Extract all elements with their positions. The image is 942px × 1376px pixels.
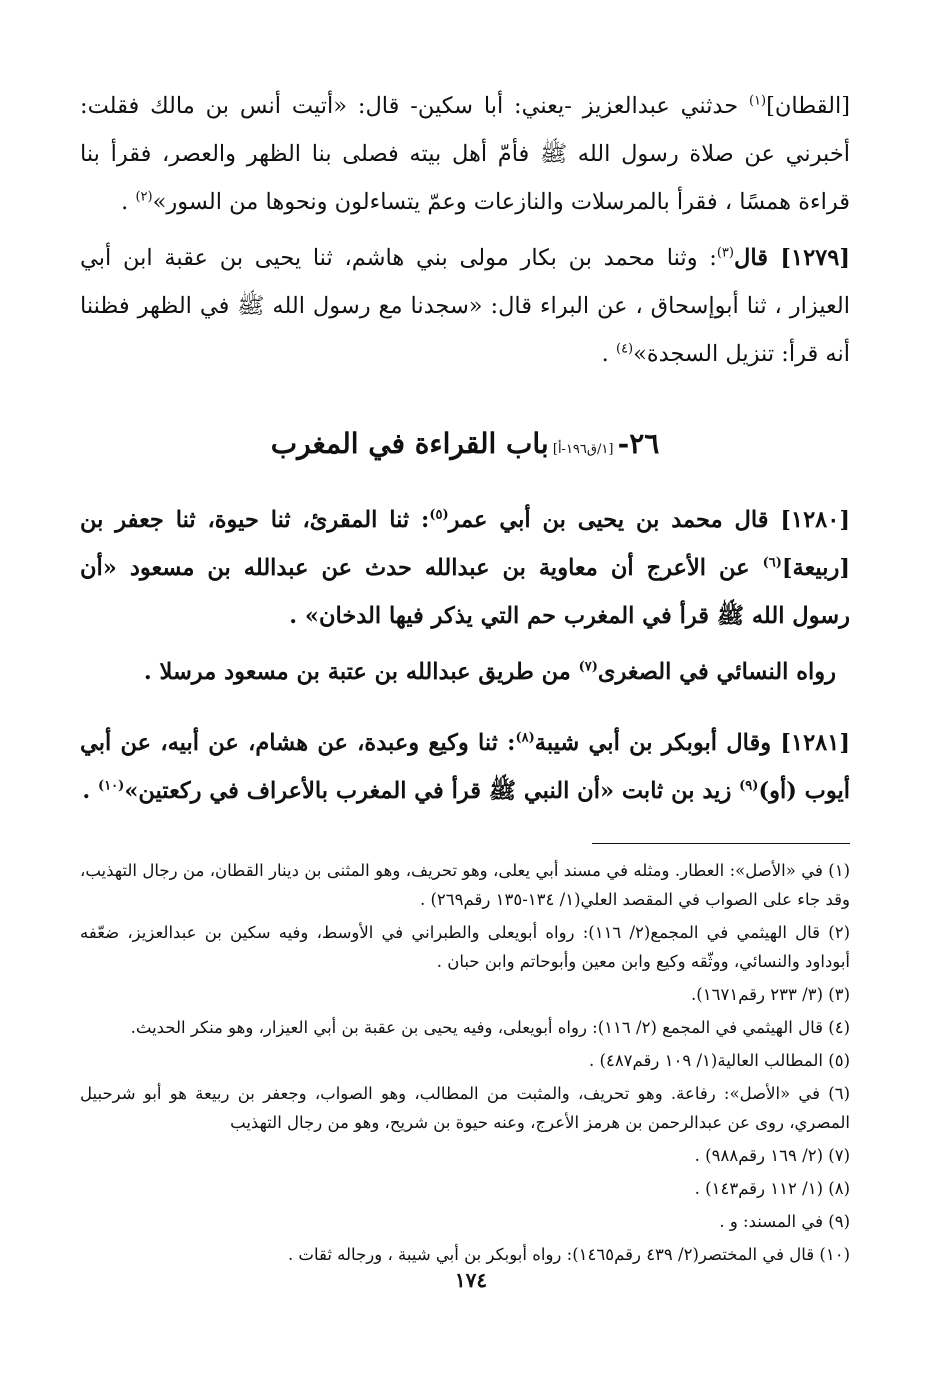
end-mark: .: [82, 777, 99, 804]
footnote-ref[interactable]: (٩): [739, 778, 759, 793]
hadith-text: عن الأعرج أن معاوية بن عبدالله حدث عن عبدالله بن مسعود «أن رسول الله ﷺ قرأ في المغرب حم التي يذكر فيها الدخان» .: [80, 555, 850, 629]
chapter-number: ٢٦-: [617, 427, 660, 460]
narration-text: من طريق عبدالله بن عتبة بن مسعود مرسلا .: [143, 659, 579, 685]
footnote-ref[interactable]: (١٠): [98, 778, 125, 793]
hadith-number: [١٢٧٩] قال: [733, 245, 850, 271]
footnote-divider: [592, 843, 850, 844]
footnote-9: (٩) في المسند: و .: [719, 1211, 850, 1231]
hadith-text: : ثنا وكيع وعبدة، عن هشام، عن أبيه، عن أبي أيوب (أو): [80, 729, 850, 804]
hadith-1278-continued: [80, 82, 850, 226]
bracket-name: [القطان]: [766, 93, 850, 119]
footnote-8: (٨) (١/ ١١٢ رقم١٤٣) .: [694, 1178, 850, 1198]
hadith-1279: [80, 234, 850, 378]
footnote-2: (٢) قال الهيثمي في المجمع(٢/ ١١٦): رواه أبويعلى والطبراني في الأوسط، وفيه سكين بن عبدالعزيز، ضعّفه أبوداود والنسائي، ووثّقه وكيع وابن معين وأبوحاتم وابن حبان .: [80, 922, 850, 971]
narration-text: رواه النسائي في الصغرى: [597, 659, 836, 685]
hadith-1280: [80, 496, 850, 640]
hadith-text: حدثني عبدالعزيز -يعني: أبا سكين- قال: «أتيت أنس بن مالك فقلت: أخبرني عن صلاة رسول الله ﷺ فأمّ أهل بيته فصلى بنا الظهر والعصر، فقرأ بنا قراءة همسًا ، فقرأ بالمرسلات والنازعات وعمّ يتساءلون ونحوها من السور»: [80, 93, 850, 215]
hadith-1281: [80, 719, 850, 815]
hadith-number: [١٢٨٠] قال محمد بن يحيى بن أبي عمر: [448, 507, 851, 533]
page-number: ١٧٤: [454, 1268, 488, 1292]
hadith-text: : وثنا محمد بن بكار مولى بني هاشم، ثنا يحيى بن عقبة ابن أبي العيزار ، ثنا أبوإسحاق ، عن البراء قال: «سجدنا مع رسول الله ﷺ في الظهر فظننا أنه قرأ: تنزيل السجدة»: [80, 245, 850, 367]
footnote-3: (٣) (٣/ ٢٣٣ رقم١٦٧١).: [691, 984, 850, 1004]
footnote-10: (١٠) قال في المختصر(٢/ ٤٣٩ رقم١٤٦٥): رواه أبوبكر بن أبي شيبة ، ورجاله ثقات .: [287, 1244, 850, 1264]
footnote-ref[interactable]: (١): [748, 93, 767, 109]
footnote-5: (٥) المطالب العالية(١/ ١٠٩ رقم٤٨٧) .: [589, 1050, 850, 1070]
footnote-1: (١) في «الأصل»: العطار. ومثله في مسند أبي يعلى، وهو تحريف، وهو المثنى بن دينار القطان، من رجال التهذيب، وقد جاء على الصواب في المقصد العلي(١/ ١٣٤-١٣٥ رقم٢٦٩) .: [80, 860, 850, 909]
footnote-ref[interactable]: (٣): [716, 245, 734, 261]
page-body: [80, 82, 850, 1273]
footnote-ref[interactable]: (٥): [429, 507, 449, 523]
hadith-text: زيد بن ثابت «أن النبي ﷺ قرأ في المغرب بالأعراف في ركعتين»: [124, 777, 740, 804]
end-mark: .: [601, 341, 616, 367]
hadith-number: [١٢٨١] وقال أبوبكر بن أبي شيبة: [534, 729, 850, 756]
footnote-ref[interactable]: (٢): [135, 189, 153, 205]
footnote-ref[interactable]: (٦): [762, 555, 782, 571]
footnote-ref[interactable]: (٤): [615, 341, 634, 357]
footnote-6: (٦) في «الأصل»: رفاعة. وهو تحريف، والمثبت من المطالب، وهو الصواب، وجعفر بن ربيعة هو أبو شرحبيل المصري، روى عن عبدالرحمن بن هرمز الأعرج، وعنه حيوة بن شريح، وهو من رجال التهذيب: [80, 1083, 850, 1132]
chapter-title: باب القراءة في المغرب: [270, 427, 549, 460]
narration-note: [80, 648, 850, 696]
footnote-4: (٤) قال الهيثمي في المجمع (٢/ ١١٦): رواه أبويعلى، وفيه يحيى بن عقبة بن أبي العيزار، وهو منكر الحديث.: [130, 1017, 850, 1037]
hadith-text: : ثنا المقرئ، ثنا حيوة، ثنا جعفر بن [ربيعة]: [80, 507, 850, 581]
footnote-ref[interactable]: (٨): [515, 730, 535, 745]
footnote-ref[interactable]: (٧): [578, 659, 598, 675]
end-mark: .: [121, 189, 136, 215]
footnotes-list: [80, 856, 850, 1269]
footnote-7: (٧) (٢/ ١٦٩ رقم٩٨٨) .: [694, 1145, 850, 1165]
manuscript-ref: [١/ق١٩٦-أ]: [548, 442, 618, 457]
chapter-heading: [80, 420, 850, 474]
